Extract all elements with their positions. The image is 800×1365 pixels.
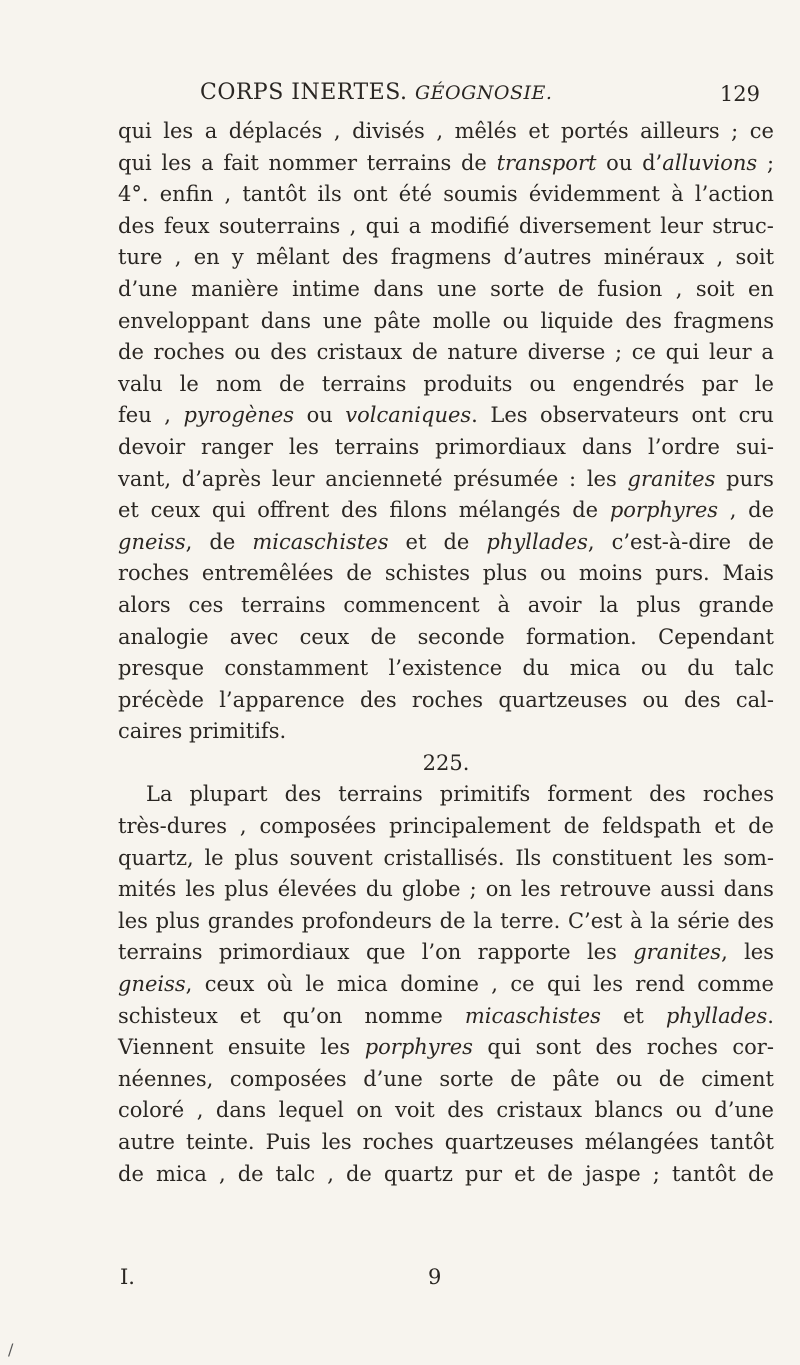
body-text — [118, 116, 774, 1190]
running-title-subject: GÉOGNOSIE. — [415, 82, 553, 104]
text-line: néennes, composées d’une sorte de pâte ou de ciment — [118, 1066, 774, 1091]
running-title — [200, 80, 552, 105]
text-line: et ceux qui offrent des filons mélangés de porphyres , de — [118, 498, 775, 523]
text-line: vant, d’après leur ancienneté présumée : les granites purs — [118, 466, 774, 491]
text-line: feu , pyrogènes ou volcaniques. Les observateurs ont cru — [118, 403, 774, 428]
text-line: gneiss, ceux où le mica domine , ce qui les rend comme — [118, 972, 774, 997]
text-line: valu le nom de terrains produits ou engendrés par le — [118, 371, 774, 396]
paragraph — [118, 779, 774, 1190]
page-header — [200, 80, 760, 114]
volume-mark: I. — [120, 1265, 135, 1289]
page-number: 129 — [719, 82, 760, 106]
text-line: des feux souterrains , qui a modifié diversement leur struc- — [118, 213, 774, 238]
margin-mark: / — [8, 1340, 14, 1359]
text-line: terrains primordiaux que l’on rapporte les granites, les — [118, 940, 775, 965]
text-line: roches entremêlées de schistes plus ou moins purs. Mais — [118, 561, 774, 586]
text-line: mités les plus élevées du globe ; on les retrouve aussi dans — [118, 877, 774, 902]
text-line: caires primitifs. — [118, 719, 287, 744]
text-line: autre teinte. Puis les roches quartzeuses mélangées tantôt — [118, 1130, 774, 1154]
text-line: Viennent ensuite les porphyres qui sont des roches cor- — [118, 1035, 774, 1060]
text-line: analogie avec ceux de seconde formation. Cependant — [118, 624, 774, 649]
section-number: 225. — [422, 750, 470, 775]
text-line: devoir ranger les terrains primordiaux dans l’ordre sui- — [118, 434, 774, 459]
text-line: 4°. enfin , tantôt ils ont été soumis évidemment à l’action — [118, 182, 774, 207]
text-line: très-dures , composées principalement de feldspath et de — [118, 814, 774, 839]
text-line: d’une manière intime dans une sorte de fusion , soit en — [118, 276, 774, 301]
text-line: qui les a fait nommer terrains de transport ou d’alluvions ; — [118, 150, 775, 175]
paragraph — [118, 116, 774, 748]
text-line: précède l’apparence des roches quartzeuses ou des cal- — [118, 687, 774, 712]
page-footer — [118, 1265, 774, 1295]
text-line: coloré , dans lequel on voit des cristaux blancs ou d’une — [118, 1098, 774, 1123]
text-line: quartz, le plus souvent cristallisés. Ils constituent les som- — [118, 845, 774, 870]
text-line: ture , en y mêlant des fragmens d’autres minéraux , soit — [118, 245, 775, 270]
text-line: qui les a déplacés , divisés , mêlés et portés ailleurs ; ce — [118, 119, 774, 143]
text-line: alors ces terrains commencent à avoir la plus grande — [118, 592, 774, 617]
text-line: presque constamment l’existence du mica ou du talc — [118, 656, 774, 681]
text-line: schisteux et qu’on nomme micaschistes et phyllades. — [118, 1003, 774, 1028]
text-line: de mica , de talc , de quartz pur et de jaspe ; tantôt de — [118, 1161, 774, 1186]
text-line: les plus grandes profondeurs de la terre. C’est à la série des — [118, 908, 774, 933]
text-line: gneiss, de micaschistes et de phyllades, c’est-à-dire de — [118, 529, 774, 554]
text-line: de roches ou des cristaux de nature diverse ; ce qui leur a — [118, 340, 774, 365]
text-line: La plupart des terrains primitifs forment des roches — [146, 782, 774, 807]
text-line: enveloppant dans une pâte molle ou liquide des fragmens — [118, 308, 774, 333]
running-title-text: CORPS INERTES. — [200, 80, 408, 105]
signature-mark: 9 — [428, 1265, 442, 1289]
